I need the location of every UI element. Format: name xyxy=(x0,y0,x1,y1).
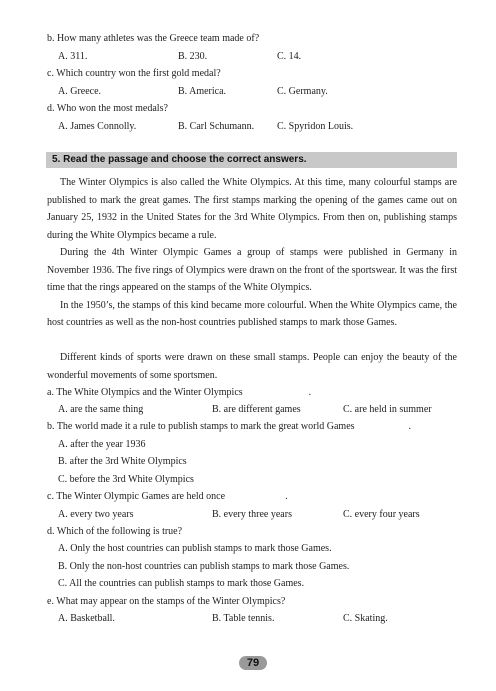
prev-c-option-b: B. America. xyxy=(178,86,227,97)
passage-paragraph-4: Different kinds of sports were drawn on these small stamps. People can enjoy the beauty of the wonderful movements of some sportsmen. xyxy=(47,352,457,381)
question-c-end: . xyxy=(285,491,288,502)
section-title: 5. Read the passage and choose the correct answers. xyxy=(52,154,307,165)
q-a-option-b: B. are different games xyxy=(212,404,301,415)
q-d-option-a: A. Only the host countries can publish stamps to mark those Games. xyxy=(58,543,332,554)
prev-question-c: c. Which country won the first gold medal? xyxy=(47,68,221,79)
prev-b-option-b: B. 230. xyxy=(178,51,208,62)
passage-paragraph-1: The Winter Olympics is also called the White Olympics. At this time, many colourful stamps are published to mark the great games. The first stamps marking the opening of the games came out on January 25, 1932 in the United States for the 3rd White Olympics. From then on, publishing stamps during the White Olympics became a rule. xyxy=(47,177,457,241)
q-b-option-a: A. after the year 1936 xyxy=(58,439,146,450)
question-b xyxy=(47,421,411,433)
q-e-option-a: A. Basketball. xyxy=(58,613,115,624)
prev-c-option-c: C. Germany. xyxy=(277,86,328,97)
q-b-option-c: C. before the 3rd White Olympics xyxy=(58,474,194,485)
prev-b-option-c: C. 14. xyxy=(277,51,302,62)
page-number-badge xyxy=(239,656,267,670)
question-c-text: c. The Winter Olympic Games are held once xyxy=(47,491,226,502)
q-b-option-b: B. after the 3rd White Olympics xyxy=(58,456,187,467)
prev-d-option-c: C. Spyridon Louis. xyxy=(277,121,354,132)
q-d-option-c: C. All the countries can publish stamps to mark those Games. xyxy=(58,578,305,589)
prev-d-option-b: B. Carl Schumann. xyxy=(178,121,255,132)
prev-c-option-a: A. Greece. xyxy=(58,86,102,97)
q-a-option-a: A. are the same thing xyxy=(58,404,144,415)
q-e-option-c: C. Skating. xyxy=(343,613,388,624)
q-c-option-c: C. every four years xyxy=(343,509,420,520)
passage-paragraph-2: During the 4th Winter Olympic Games a group of stamps were published in Germany in November 1936. The five rings of Olympics were drawn on the front of the sportswear. It was the first time that the rings appeared on the stamps of the White Olympics. xyxy=(47,247,457,293)
page-number: 79 xyxy=(246,657,260,669)
prev-b-option-a: A. 311. xyxy=(58,51,88,62)
prev-question-d: d. Who won the most medals? xyxy=(47,103,168,114)
q-a-option-c: C. are held in summer xyxy=(343,404,432,415)
question-d: d. Which of the following is true? xyxy=(47,526,183,537)
question-b-text: b. The world made it a rule to publish stamps to mark the great world Games xyxy=(47,421,355,432)
prev-d-option-a: A. James Connolly. xyxy=(58,121,137,132)
prev-question-b: b. How many athletes was the Greece team made of? xyxy=(47,33,260,44)
q-d-option-b: B. Only the non-host countries can publish stamps to mark those Games. xyxy=(58,561,350,572)
question-b-end: . xyxy=(408,421,412,432)
passage-paragraph-3: In the 1950’s, the stamps of this kind became more colourful. When the White Olympics came, the host countries as well as the non-host countries published stamps to mark those Games. xyxy=(47,299,457,328)
question-a-text: a. The White Olympics and the Winter Olympics xyxy=(47,387,243,398)
question-c xyxy=(47,491,288,503)
question-e: e. What may appear on the stamps of the Winter Olympics? xyxy=(47,596,286,607)
question-a-end: . xyxy=(308,387,312,398)
section-banner xyxy=(46,152,457,168)
q-c-option-b: B. every three years xyxy=(212,509,292,520)
q-e-option-b: B. Table tennis. xyxy=(212,613,275,624)
q-c-option-a: A. every two years xyxy=(58,509,134,520)
question-a xyxy=(47,387,311,399)
